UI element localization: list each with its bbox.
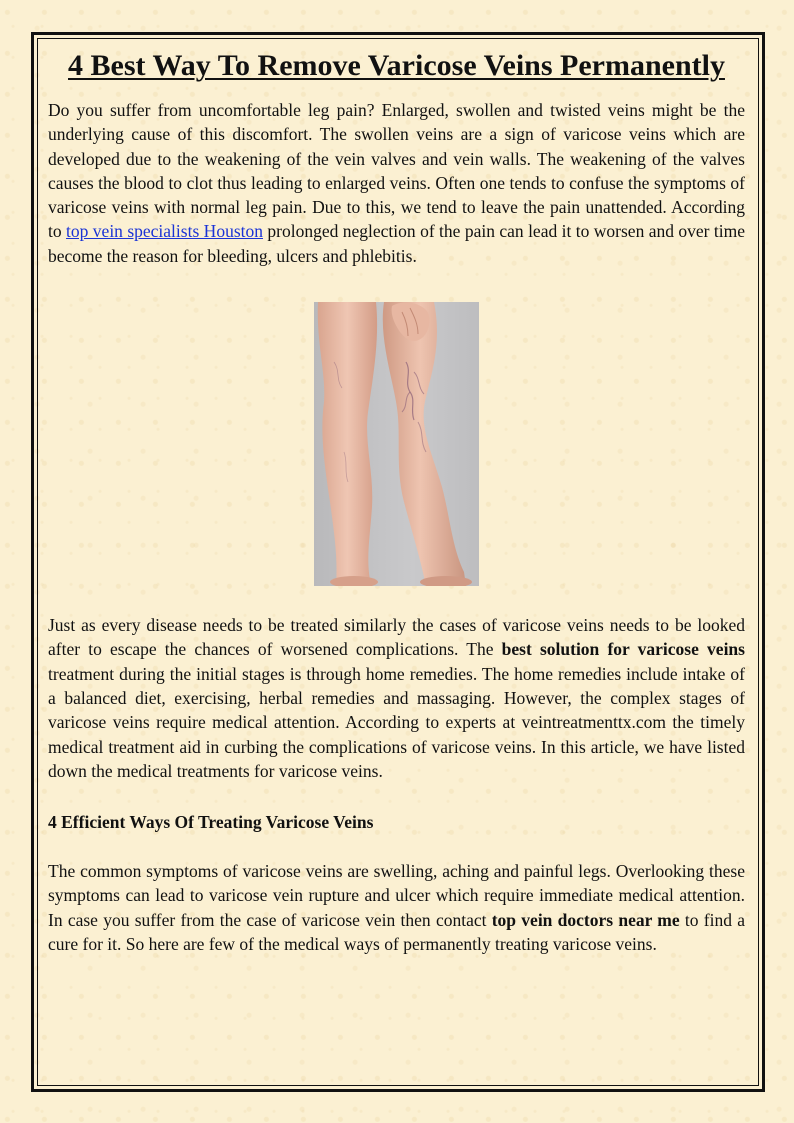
symptoms-text-start: The common symptoms of varicose veins are swelling, aching and painful legs. Overlooking these symptoms can lead to varicose vein rupture and ulcer which require immediate medical attention. In case you suffer from the case of varicose vein then contact [48,861,745,930]
legs-photo [314,302,479,586]
legs-varicose-photo-icon [314,302,479,586]
page-title: 4 Best Way To Remove Varicose Veins Permanently [68,49,725,82]
remedies-text-end: treatment during the initial stages is through home remedies. The home remedies include intake of a balanced diet, exercising, herbal remedies and massaging. However, the complex stages of varicose veins require medical attention. According to experts at veintreatmenttx.com the timely medical treatment aid in curbing the complications of varicose veins. In this article, we have listed down the medical treatments for varicose veins. [48,663,745,781]
intro-paragraph [48,98,745,268]
intro-text-end: prolonged neglection of the pain can lead it to worsen and over time become the reason for bleeding, ulcers and phlebitis. [48,221,746,266]
symptoms-text-end: to find a cure for it. So here are few of the medical ways of permanently treating varicose veins. [48,909,746,955]
intro-text-start: Do you suffer from uncomfortable leg pain? Enlarged, swollen and twisted veins might be the underlying cause of this discomfort. The swollen veins are a sign of varicose veins which are developed due to the weakening of the vein valves and vein walls. The weakening of the valves causes the blood to clot thus leading to enlarged veins. Often one tends to confuse the symptoms of varicose veins with normal leg pain. Due to this, we tend to leave the pain unattended. According to [48,100,745,242]
best-solution-bold: best solution for varicose veins [501,639,745,660]
remedies-paragraph [48,613,745,783]
symptoms-paragraph [48,859,745,956]
document-content [48,48,745,956]
vein-specialists-link[interactable]: top vein specialists Houston [66,221,263,242]
vein-doctors-bold: top vein doctors near me [491,909,680,930]
section-heading: 4 Efficient Ways Of Treating Varicose Veins [48,812,374,833]
remedies-text-start: Just as every disease needs to be treated similarly the cases of varicose veins needs to be looked after to escape the chances of worsened complications. The [48,615,745,660]
